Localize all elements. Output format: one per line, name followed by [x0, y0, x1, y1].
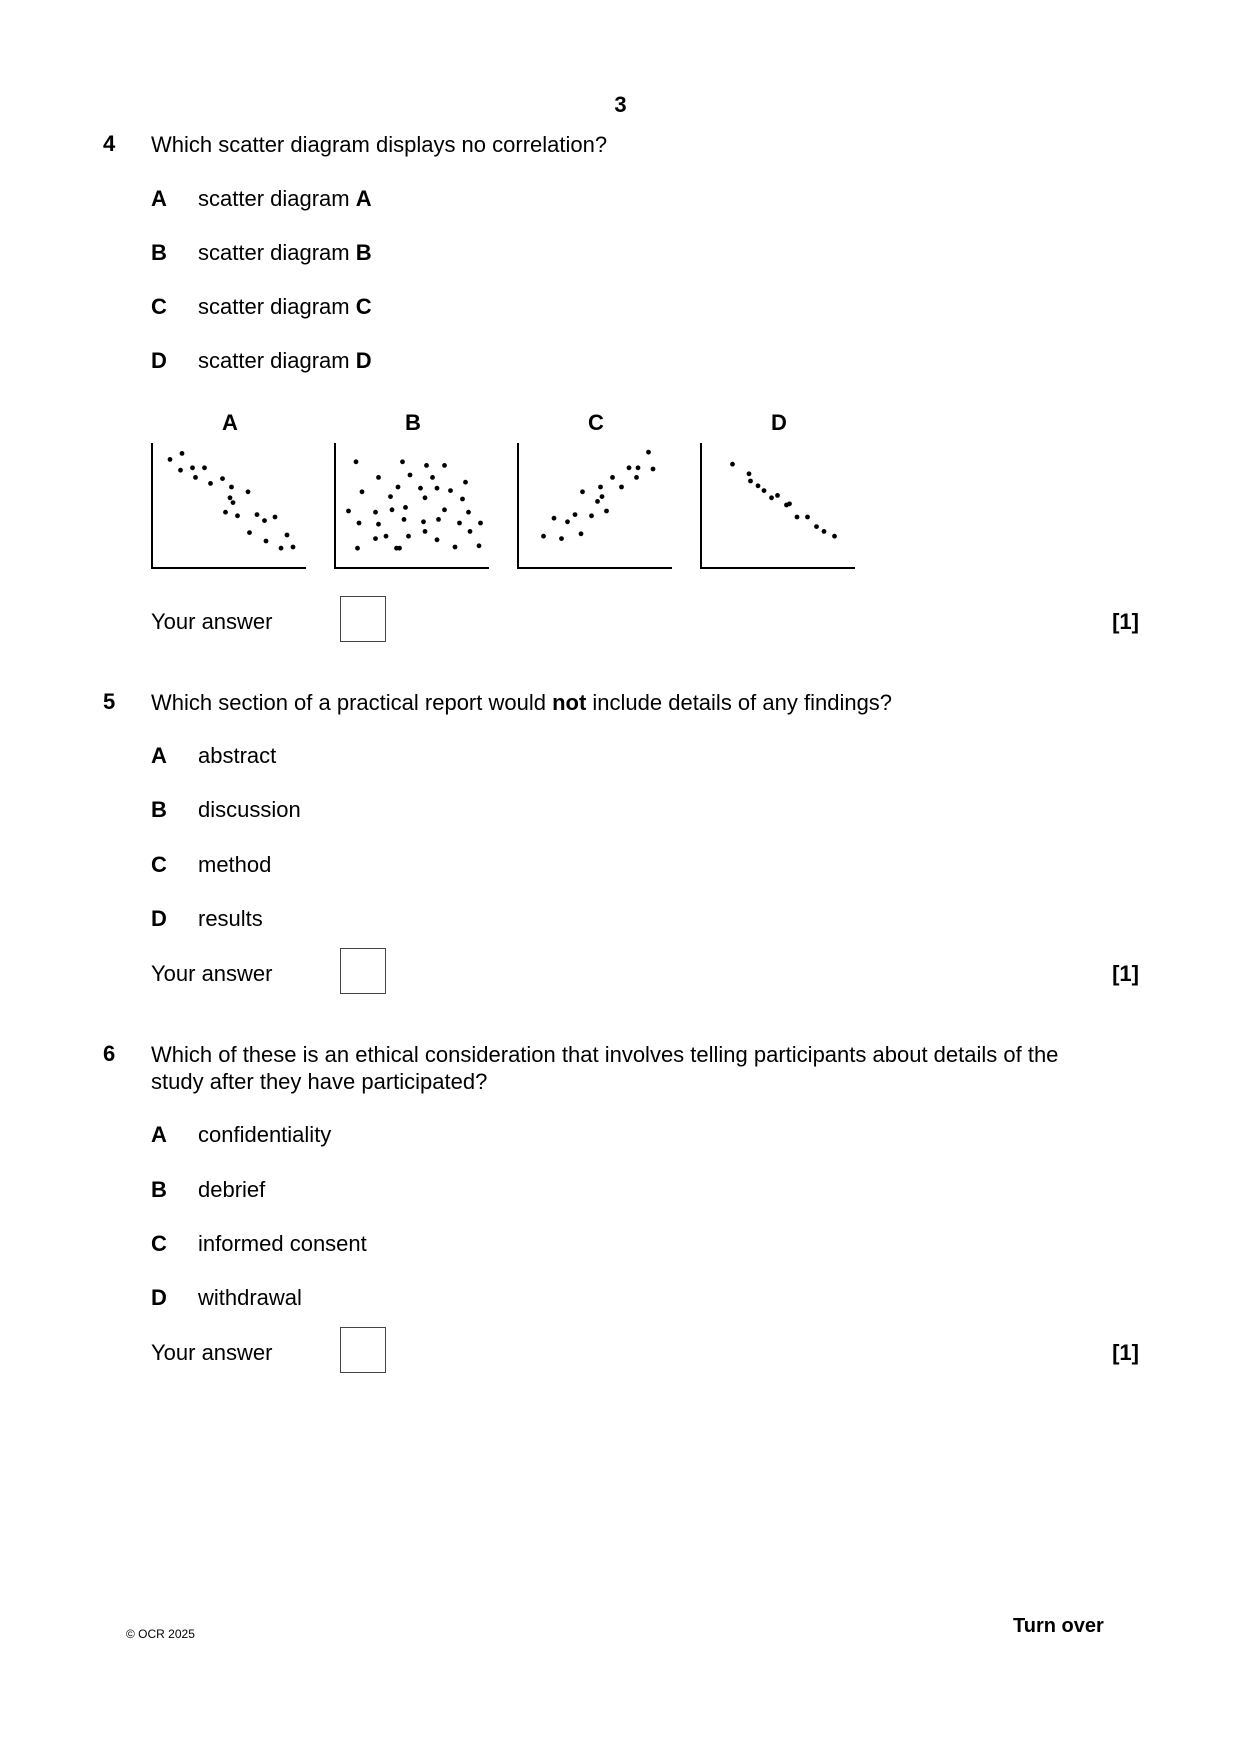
- scatter-b-point-32: [406, 534, 411, 539]
- q4-option-a-text: scatter diagram: [198, 186, 356, 211]
- scatter-b-point-11: [435, 486, 440, 491]
- q4-option-b-text: scatter diagram: [198, 240, 356, 265]
- q4-option-c-letter: C: [151, 294, 167, 319]
- scatter-diagram-c: [517, 443, 673, 569]
- scatter-b-point-8: [463, 480, 468, 485]
- q5-option-a-letter: A: [151, 743, 167, 768]
- scatter-a-point-10: [246, 489, 251, 494]
- scatter-a-point-12: [231, 500, 236, 505]
- q5-text-after: include details of any findings?: [586, 690, 893, 715]
- scatter-a-point-18: [247, 530, 252, 535]
- q5-option-d-text: results: [198, 906, 263, 931]
- scatter-c-point-2: [627, 465, 632, 470]
- q4-answer-box[interactable]: [340, 596, 386, 642]
- scatter-c-point-10: [600, 494, 605, 499]
- scatter-b-point-18: [373, 510, 378, 515]
- scatter-b-label: B: [405, 410, 421, 435]
- q4-option-d-text: scatter diagram: [198, 348, 356, 373]
- scatter-b-point-36: [355, 546, 360, 551]
- question-5-text: [151, 689, 1111, 716]
- scatter-c-point-1: [646, 450, 651, 455]
- scatter-d-point-9: [787, 501, 792, 506]
- scatter-c-point-15: [552, 516, 557, 521]
- q6-option-c-letter: C: [151, 1231, 167, 1256]
- scatter-b-point-22: [466, 510, 471, 515]
- scatter-b-point-35: [468, 529, 473, 534]
- scatter-c-point-7: [598, 485, 603, 490]
- scatter-b-point-19: [390, 507, 395, 512]
- scatter-b-point-20: [403, 505, 408, 510]
- q6-option-d-letter: D: [151, 1285, 167, 1310]
- scatter-a-point-19: [264, 539, 269, 544]
- scatter-c-point-12: [604, 509, 609, 514]
- q5-option-b-letter: B: [151, 797, 167, 822]
- q5-marks: [1]: [1112, 961, 1139, 986]
- scatter-b-point-6: [408, 473, 413, 478]
- q6-option-b-text: debrief: [198, 1177, 266, 1202]
- scatter-b-point-7: [430, 475, 435, 480]
- scatter-c-point-6: [634, 475, 639, 480]
- scatter-b-point-2: [400, 459, 405, 464]
- scatter-b-point-16: [460, 497, 465, 502]
- scatter-b-point-34: [435, 537, 440, 542]
- question-4-text: Which scatter diagram displays no correlation?: [151, 132, 608, 157]
- scatter-d-point-5: [762, 488, 767, 493]
- scatter-a-label: A: [222, 410, 238, 435]
- scatter-c-point-8: [619, 485, 624, 490]
- scatter-b-point-12: [448, 488, 453, 493]
- q4-option-b-emph: B: [355, 240, 372, 265]
- scatter-a-point-6: [193, 475, 198, 480]
- scatter-b-point-40: [477, 543, 482, 548]
- question-5-number: 5: [103, 689, 116, 714]
- scatter-a-point-5: [202, 465, 207, 470]
- scatter-a-point-8: [220, 476, 225, 481]
- scatter-c-point-3: [636, 465, 641, 470]
- q6-option-a-text: confidentiality: [198, 1122, 332, 1147]
- scatter-d-axes: [701, 443, 855, 568]
- q5-option-a-text: abstract: [198, 743, 277, 768]
- scatter-c-label: C: [588, 410, 604, 435]
- scatter-c-axes: [518, 443, 672, 568]
- q4-option-c-text: scatter diagram: [198, 294, 356, 319]
- scatter-c-point-17: [579, 531, 584, 536]
- q5-option-d-letter: D: [151, 906, 167, 931]
- scatter-a-point-7: [208, 481, 213, 486]
- scatter-b-point-23: [357, 521, 362, 526]
- scatter-b-point-1: [354, 459, 359, 464]
- scatter-a-point-1: [168, 457, 173, 462]
- scatter-a-point-4: [190, 465, 195, 470]
- scatter-d-point-6: [769, 495, 774, 500]
- scatter-d-point-1: [730, 462, 735, 467]
- q6-option-a-letter: A: [151, 1122, 167, 1147]
- scatter-b-point-27: [436, 517, 441, 522]
- scatter-a-point-20: [285, 533, 290, 538]
- q4-option-d: [198, 348, 372, 374]
- scatter-a-point-22: [291, 545, 296, 550]
- scatter-d-point-10: [795, 515, 800, 520]
- scatter-a-point-3: [178, 468, 183, 473]
- scatter-b-point-9: [396, 485, 401, 490]
- scatter-a-point-15: [255, 512, 260, 517]
- q5-answer-box[interactable]: [340, 948, 386, 994]
- scatter-a-point-13: [223, 510, 228, 515]
- q4-answer-label: Your answer: [151, 609, 273, 634]
- scatter-c-point-5: [610, 475, 615, 480]
- scatter-d-point-12: [814, 524, 819, 529]
- scatter-c-point-19: [559, 536, 564, 541]
- q4-option-a: [198, 186, 372, 212]
- page-number: 3: [614, 92, 627, 117]
- scatter-d-point-2: [747, 471, 752, 476]
- q6-answer-label: Your answer: [151, 1340, 273, 1365]
- scatter-d-point-13: [822, 529, 827, 534]
- scatter-b-point-24: [376, 522, 381, 527]
- scatter-a-point-2: [180, 451, 185, 456]
- q6-answer-box[interactable]: [340, 1327, 386, 1373]
- scatter-c-point-11: [595, 499, 600, 504]
- q5-option-b-text: discussion: [198, 797, 301, 822]
- scatter-d-point-7: [775, 493, 780, 498]
- q6-marks: [1]: [1112, 1340, 1139, 1365]
- q5-option-c-text: method: [198, 852, 272, 877]
- q5-option-c-letter: C: [151, 852, 167, 877]
- scatter-d-point-3: [748, 479, 753, 484]
- scatter-b-point-10: [418, 486, 423, 491]
- q4-option-b-letter: B: [151, 240, 167, 265]
- q4-option-a-letter: A: [151, 186, 167, 211]
- scatter-a-point-21: [279, 546, 284, 551]
- question-6-text: Which of these is an ethical consideration that involves telling participants about details of the study after they have participated?: [151, 1042, 1059, 1094]
- scatter-b-point-3: [424, 463, 429, 468]
- scatter-b-point-14: [388, 494, 393, 499]
- q4-option-b: [198, 240, 372, 266]
- scatter-d-point-4: [756, 483, 761, 488]
- q4-marks: [1]: [1112, 609, 1139, 634]
- scatter-d-point-14: [832, 534, 837, 539]
- q6-option-d-text: withdrawal: [198, 1285, 302, 1310]
- scatter-b-point-21: [442, 507, 447, 512]
- q4-option-d-letter: D: [151, 348, 167, 373]
- q5-answer-label: Your answer: [151, 961, 273, 986]
- scatter-c-point-14: [589, 513, 594, 518]
- q4-option-a-emph: A: [355, 186, 372, 211]
- scatter-b-point-13: [360, 489, 365, 494]
- scatter-c-point-9: [580, 489, 585, 494]
- scatter-a-point-9: [229, 485, 234, 490]
- scatter-b-point-28: [457, 521, 462, 526]
- q5-text-before: Which section of a practical report would: [151, 690, 553, 715]
- scatter-b-point-39: [453, 545, 458, 550]
- scatter-c-point-13: [573, 512, 578, 517]
- q4-option-c-emph: C: [355, 294, 372, 319]
- q6-option-b-letter: B: [151, 1177, 167, 1202]
- scatter-d-label: D: [771, 410, 787, 435]
- scatter-b-point-31: [373, 536, 378, 541]
- scatter-b-point-33: [423, 529, 428, 534]
- scatter-c-point-18: [541, 534, 546, 539]
- scatter-b-point-15: [423, 495, 428, 500]
- scatter-b-point-30: [384, 534, 389, 539]
- turn-over-label: Turn over: [1013, 1615, 1104, 1637]
- scatter-diagram-b: [334, 443, 490, 569]
- scatter-c-point-4: [651, 467, 656, 472]
- q6-option-c-text: informed consent: [198, 1231, 367, 1256]
- scatter-b-point-25: [402, 517, 407, 522]
- scatter-b-point-17: [346, 509, 351, 514]
- question-6-number: 6: [103, 1041, 116, 1066]
- scatter-b-point-38: [397, 546, 402, 551]
- scatter-b-point-5: [376, 475, 381, 480]
- copyright-notice: © OCR 2025: [126, 1627, 195, 1641]
- scatter-b-point-4: [442, 463, 447, 468]
- scatter-diagram-a: [151, 443, 307, 569]
- scatter-a-point-14: [235, 513, 240, 518]
- scatter-c-point-16: [565, 519, 570, 524]
- question-4-number: 4: [103, 131, 116, 156]
- scatter-b-point-29: [478, 521, 483, 526]
- q5-text-emph: not: [552, 690, 587, 715]
- scatter-a-point-11: [228, 495, 233, 500]
- scatter-b-point-26: [421, 519, 426, 524]
- scatter-d-point-11: [805, 515, 810, 520]
- q4-option-c: [198, 294, 372, 320]
- scatter-diagram-d: [700, 443, 856, 569]
- scatter-a-point-16: [262, 518, 267, 523]
- q4-option-d-emph: D: [355, 348, 372, 373]
- scatter-a-point-17: [273, 515, 278, 520]
